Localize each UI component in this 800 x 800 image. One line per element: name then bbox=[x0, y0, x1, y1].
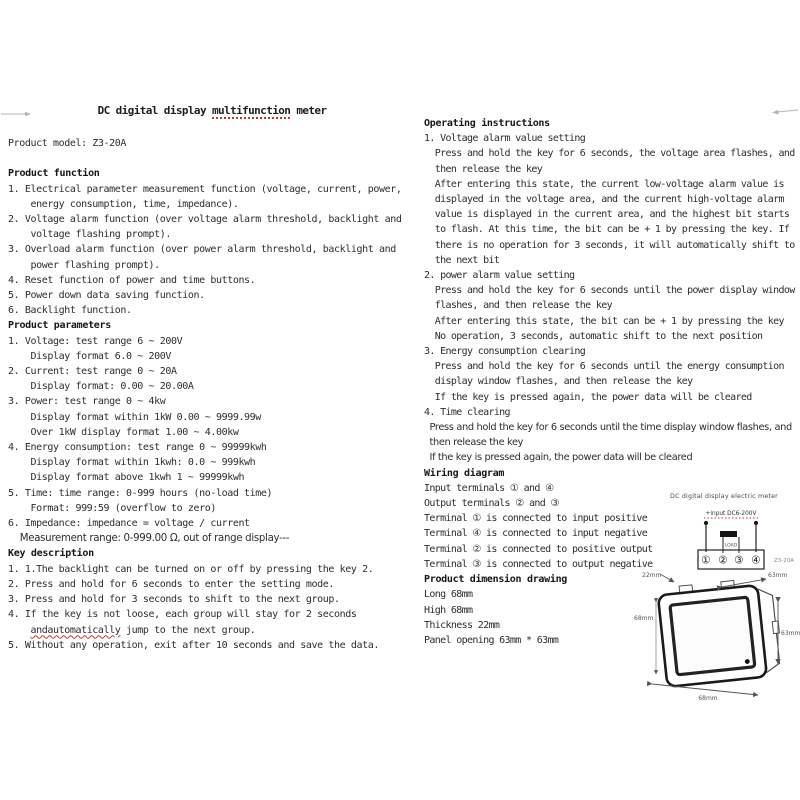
load-block bbox=[720, 531, 737, 537]
text-line: displayed in the voltage area, and the current high-voltage alarm bbox=[424, 194, 784, 206]
text-line: Output terminals ② and ③ bbox=[424, 498, 559, 510]
text-line: Over 1kW display format 1.00 ~ 4.00kw bbox=[8, 426, 239, 438]
text-line: there is no operation for 3 seconds, it will automatically shift to bbox=[424, 239, 795, 251]
title-text-pre: DC digital display bbox=[97, 104, 212, 117]
text-line: 2. Press and hold for 6 seconds to enter the setting mode. bbox=[8, 578, 334, 590]
text-line: voltage flashing prompt). bbox=[8, 229, 171, 241]
text-line: Press and hold the key for 6 seconds until the power display window bbox=[424, 285, 795, 297]
text-line: 4. Energy consumption: test range 0 ~ 99999kwh bbox=[8, 442, 267, 454]
text-line: Terminal ④ is connected to input negative bbox=[424, 528, 648, 540]
text-line: Press and hold the key for 6 seconds until the energy consumption bbox=[424, 361, 784, 373]
top-width-label: 63mm bbox=[768, 572, 788, 579]
meter-body bbox=[657, 576, 784, 687]
text-line: Display format 6.0 ~ 200V bbox=[8, 350, 171, 362]
section-heading: Product dimension drawing bbox=[424, 574, 568, 586]
page-title bbox=[0, 104, 424, 117]
text-line: No operation, 3 seconds, automatic shift to the next position bbox=[424, 330, 763, 342]
left-column bbox=[8, 136, 420, 653]
text-line: Terminal ③ is connected to output negative bbox=[424, 558, 653, 570]
text-line: If the key is pressed again, the power data will be cleared bbox=[424, 391, 752, 403]
text-line: Panel opening 63mm * 63mm bbox=[424, 634, 559, 646]
text-line: 2. Voltage alarm function (over voltage alarm threshold, backlight and bbox=[8, 214, 402, 226]
text-line: power flashing prompt). bbox=[8, 259, 160, 271]
terminal-1: ① bbox=[701, 554, 711, 567]
text-line: 3. Overload alarm function (over power alarm threshold, backlight and bbox=[8, 244, 396, 256]
text-line: andautomatically jump to the next group. bbox=[30, 624, 256, 636]
spellcheck-word: andautomatically bbox=[30, 624, 121, 636]
text-line: If the key is pressed again, the power data will be cleared bbox=[424, 452, 693, 464]
section-heading: Key description bbox=[8, 548, 94, 560]
text-line: 3. Press and hold for 3 seconds to shift to the next group. bbox=[8, 594, 340, 606]
load-label: LOAD bbox=[724, 543, 738, 549]
text-line: Display format within 1kW 0.00 ~ 9999.99w bbox=[8, 411, 261, 423]
text-line: 3. Energy consumption clearing bbox=[424, 346, 586, 358]
bottom-width-label: 68mm bbox=[698, 695, 718, 702]
text-line: Press and hold the key for 6 seconds, the voltage area flashes, and bbox=[424, 148, 795, 160]
depth-arrow bbox=[660, 574, 674, 582]
wiring-diagram bbox=[648, 488, 800, 572]
text-line: Product model: Z3-20A bbox=[8, 138, 127, 149]
text-line: 6. Backlight function. bbox=[8, 305, 132, 317]
wiring-meter-label: DC digital display electric meter bbox=[670, 493, 778, 500]
text-line: 1. Voltage alarm value setting bbox=[424, 133, 586, 145]
meter-screen bbox=[670, 597, 755, 675]
text-line: Display format: 0.00 ~ 20.00A bbox=[8, 381, 194, 393]
text-line: Display format within 1kwh: 0.0 ~ 999kwh bbox=[8, 457, 256, 469]
text-line: Long 68mm bbox=[424, 589, 473, 601]
text-line: then release the key bbox=[424, 437, 524, 449]
text-line: Terminal ② is connected to positive output bbox=[424, 543, 653, 555]
section-heading: Product function bbox=[8, 168, 100, 180]
text-line: energy consumption, time, impedance). bbox=[8, 198, 239, 210]
text-line: 2. power alarm value setting bbox=[424, 270, 575, 282]
wiring-model-label: Z3-20A bbox=[774, 558, 795, 564]
text-line: 2. Current: test range 0 ~ 20A bbox=[8, 366, 177, 378]
text-line: 1. 1.The backlight can be turned on or off by pressing the key 2. bbox=[8, 563, 374, 575]
section-heading: Wiring diagram bbox=[424, 467, 505, 479]
depth-label: 22mm bbox=[642, 572, 662, 579]
text-line: High 68mm bbox=[424, 604, 473, 616]
text-line: Display format above 1kwh 1 ~ 99999kwh bbox=[8, 472, 245, 484]
text-line: value is displayed in the current area, and the highest bit starts bbox=[424, 209, 790, 221]
text-line: Thickness 22mm bbox=[424, 619, 500, 631]
text-line: then release the key bbox=[424, 163, 543, 175]
title-spellcheck-word: multifunction bbox=[212, 104, 291, 117]
text-line: 5. Power down data saving function. bbox=[8, 290, 205, 302]
height-label: 68mm bbox=[634, 615, 654, 622]
text-line: Input terminals ① and ④ bbox=[424, 482, 554, 494]
side-height-label: 63mm bbox=[781, 630, 800, 637]
text-line: 6. Impedance: impedance = voltage / current bbox=[8, 518, 250, 530]
text-line bbox=[8, 151, 420, 166]
text-line: 5. Time: time range: 0-999 hours (no-load time) bbox=[8, 487, 273, 499]
text-line: flashes, and then release the key bbox=[424, 300, 612, 312]
section-heading: Product parameters bbox=[8, 320, 111, 332]
text-line: Format: 999:59 (overflow to zero) bbox=[8, 502, 216, 514]
wiring-input-label: +input DC6-200V bbox=[705, 511, 757, 517]
text-line: Press and hold the key for 6 seconds until the time display window flashes, and bbox=[424, 422, 792, 434]
terminal-2: ② bbox=[718, 554, 728, 567]
title-text-post: meter bbox=[290, 104, 327, 117]
terminal-3: ③ bbox=[734, 554, 744, 567]
text-line: display window flashes, and then release the key bbox=[424, 376, 693, 388]
dimension-drawing bbox=[622, 566, 800, 706]
text-line: 1. Voltage: test range 6 ~ 200V bbox=[8, 335, 183, 347]
text-line: 1. Electrical parameter measurement function (voltage, current, power, bbox=[8, 183, 402, 195]
text-line: 5. Without any operation, exit after 10 seconds and save the data. bbox=[8, 639, 379, 651]
text-line: 4. Time clearing bbox=[424, 406, 510, 418]
text-line: Measurement range: 0-999.00 Ω, out of range display--- bbox=[8, 533, 290, 545]
text-line: 3. Power: test range 0 ~ 4kw bbox=[8, 396, 166, 408]
bottom-width-arrow bbox=[652, 684, 758, 695]
text-line: 4. Reset function of power and time buttons. bbox=[8, 274, 256, 286]
text-line: After entering this state, the current low-voltage alarm value is bbox=[424, 178, 784, 190]
terminal-4: ④ bbox=[751, 554, 761, 567]
text-line: 4. If the key is not loose, each group will stay for 2 seconds bbox=[8, 609, 357, 621]
text-line: After entering this state, the bit can be + 1 by pressing the key bbox=[424, 315, 784, 327]
text-line: to flash. At this time, the bit can be + 1 by pressing the key. If bbox=[424, 224, 790, 236]
text-line: the next bit bbox=[424, 254, 500, 266]
section-heading: Operating instructions bbox=[424, 118, 550, 129]
text-line: Terminal ① is connected to input positive bbox=[424, 513, 648, 525]
